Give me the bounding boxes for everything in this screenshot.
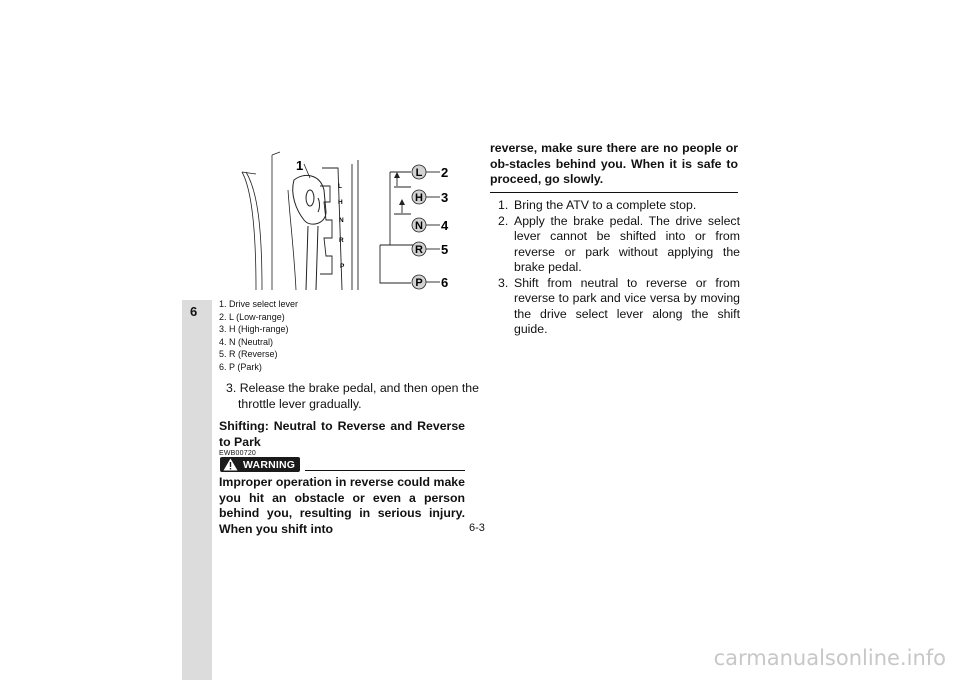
shift-steps-list (498, 198, 740, 338)
step-number: 3. (498, 275, 509, 290)
step-number: 1. (498, 198, 509, 212)
step-release-brake (226, 381, 484, 412)
callout-3: 3 (441, 190, 449, 205)
caption-item: 6. P (Park) (219, 361, 262, 372)
step-text: Shift from neutral to reverse or from reverse to park and vice versa by moving the drive select lever along the shift guide. (514, 275, 740, 336)
warning-triangle-icon (223, 458, 238, 471)
caption-item: 5. R (Reverse) (219, 349, 278, 360)
warning-text-right: reverse, make sure there are no people or ob-stacles behind you. When it is safe to proceed, go slowly. (490, 141, 738, 186)
step-text: Apply the brake pedal. The drive select lever cannot be shifted into or from reverse or park without applying the brake pedal. (514, 213, 740, 274)
pattern-letter-r: R (415, 244, 423, 256)
step-number: 2. (498, 213, 509, 228)
callout-5: 5 (441, 242, 449, 257)
pattern-letter-h: H (415, 192, 423, 204)
pattern-letter-l: L (415, 167, 423, 179)
gate-label-p: P (340, 263, 345, 270)
callout-2: 2 (441, 165, 449, 180)
warning-text-left: Improper operation in reverse could make you hit an obstacle or even a person behind you, resulting in serious injury. When you shift into (219, 475, 465, 536)
vehicle-panel-illustration (242, 152, 296, 290)
figure-captions (219, 298, 298, 374)
warning-label: WARNING (243, 458, 296, 471)
caption-item: 1. Drive select lever (219, 299, 299, 309)
step-number: 3. (226, 381, 237, 395)
caption-item: 4. N (Neutral) (219, 336, 274, 347)
chapter-number: 6 (190, 304, 198, 319)
shift-guide-figure (212, 150, 470, 296)
list-item (498, 276, 740, 338)
step-text: Release the brake pedal, and then open the throttle lever gradually. (238, 381, 479, 411)
callout-4: 4 (441, 218, 449, 233)
drive-select-lever (293, 175, 326, 290)
page-number: 6-3 (469, 522, 485, 534)
gate-label-n: N (339, 217, 344, 224)
watermark: carmanualsonline.info (713, 646, 946, 670)
warning-code: EWB00720 (219, 450, 257, 457)
section-heading: Shifting: Neutral to Reverse and Reverse to Park (219, 419, 465, 449)
warning-badge (220, 457, 300, 472)
pattern-letter-p: P (415, 277, 423, 289)
warning-rule (305, 470, 465, 471)
gate-label-l: L (338, 183, 342, 190)
shift-pattern-diagram (380, 172, 440, 283)
caption-item: 3. H (High-range) (219, 324, 289, 335)
chapter-tab (182, 300, 212, 680)
list-item (498, 214, 740, 276)
gate-label-r: R (339, 237, 344, 244)
caption-item: 2. L (Low-range) (219, 311, 285, 322)
step-text: Bring the ATV to a complete stop. (514, 198, 697, 212)
shift-gate (320, 160, 358, 290)
list-item (498, 198, 740, 214)
callout-6: 6 (441, 275, 449, 290)
callout-1: 1 (296, 158, 304, 173)
gate-label-h: H (338, 199, 343, 206)
warning-end-rule (490, 192, 738, 193)
pattern-letter-n: N (415, 220, 423, 232)
